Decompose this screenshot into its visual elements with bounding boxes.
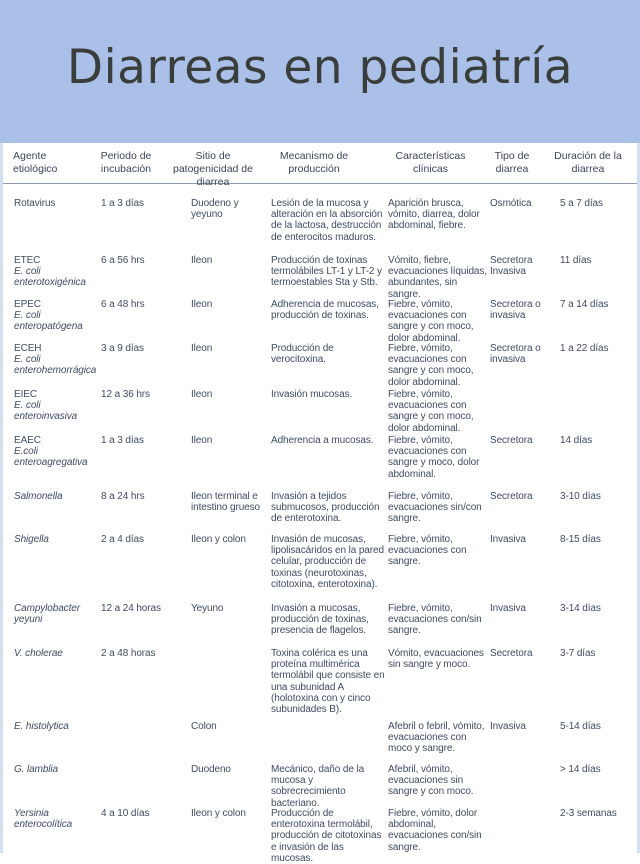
title-banner — [0, 0, 640, 143]
type-cell: Osmótica — [490, 198, 532, 209]
mechanism-cell: Adherencia de mucosas, producción de toxinas. — [271, 299, 379, 322]
agent-cell — [14, 534, 92, 545]
mechanism-cell: Toxina colérica es una proteína multimérica termolábil que consiste en una subunidad A (holotoxina con y cinco subunidades B). — [271, 648, 385, 716]
incubation-cell: 2 a 4 días — [101, 534, 144, 545]
mechanism-cell: Producción de toxinas termolábiles LT-1 y LT-2 y termoestables Sta y Stb. — [271, 255, 382, 289]
duration-cell: 11 días — [560, 255, 592, 266]
incubation-cell: 6 a 56 hrs — [101, 255, 145, 266]
agent-cell — [14, 603, 92, 625]
agent-species: E. histolytica — [14, 721, 69, 732]
incubation-cell: 1 a 3 días — [101, 435, 144, 446]
duration-cell: 3-14 días — [560, 603, 601, 614]
type-cell: Invasiva — [490, 721, 526, 732]
clinical-cell: Fiebre, vómito, evacuaciones sin/con sangre. — [388, 491, 482, 525]
type-cell: Secretora — [490, 648, 533, 659]
agent-species: E.coli enteroagregativa — [14, 446, 88, 469]
type-cell: Invasiva — [490, 603, 526, 614]
header-mechanism: Mecanismo de producción — [279, 150, 349, 175]
clinical-cell: Afebril o febril, vómito, evacuaciones con moco y sangre. — [388, 721, 485, 755]
mechanism-cell: Producción de verocitoxina. — [271, 343, 334, 366]
incubation-cell: 3 a 9 días — [101, 343, 144, 354]
site-cell: Duodeno — [191, 764, 231, 775]
header-incubation: Periodo de incubación — [100, 150, 152, 175]
duration-cell: 14 días — [560, 435, 593, 446]
type-cell: Secretora o invasiva — [490, 343, 541, 366]
header-site: Sitio de patogenicidad de diarrea — [173, 150, 253, 188]
mechanism-cell: Invasión a mucosas, producción de toxinas, presencia de flagelos. — [271, 603, 369, 637]
clinical-cell: Fiebre, vómito, evacuaciones con/sin sangre. — [388, 603, 482, 637]
agent-cell — [14, 764, 92, 775]
duration-cell: 2-3 semanas — [560, 808, 617, 819]
incubation-cell: 12 a 24 horas — [101, 603, 161, 614]
site-cell: Ileon — [191, 435, 213, 446]
duration-cell: 3-10 días — [560, 491, 601, 502]
agent-species: E. coli enterohemorrágica — [14, 354, 97, 377]
agent-cell — [14, 299, 92, 333]
agent-species: G. lamblia — [14, 764, 59, 775]
mechanism-cell: Adherencia a mucosas. — [271, 435, 374, 446]
incubation-cell: 8 a 24 hrs — [101, 491, 145, 502]
duration-cell: 5 a 7 días — [560, 198, 603, 209]
clinical-cell: Fiebre, vómito, evacuaciones con sangre y con moco, dolor abdominal. — [388, 343, 474, 388]
agent-species: Salmonella — [14, 491, 63, 502]
site-cell: Ileon — [191, 255, 213, 266]
incubation-cell: 4 a 10 días — [101, 808, 150, 819]
mechanism-cell: Invasión mucosas. — [271, 389, 353, 400]
agent-name: EAEC — [14, 435, 41, 446]
site-cell: Duodeno y yeyuno — [191, 198, 239, 221]
agent-species: E. coli enterotoxigénica — [14, 266, 86, 289]
site-cell: Colon — [191, 721, 217, 732]
site-cell: Ileon y colon — [191, 808, 246, 819]
agent-name: EPEC — [14, 299, 41, 310]
agent-species: E. coli enteroinvasiva — [14, 400, 78, 423]
duration-cell: 5-14 días — [560, 721, 601, 732]
site-cell: Yeyuno — [191, 603, 224, 614]
type-cell: Secretora o invasiva — [490, 299, 541, 322]
clinical-cell: Aparición brusca, vómito, diarrea, dolor abdominal, fiebre. — [388, 198, 480, 232]
agent-cell — [14, 198, 92, 209]
mechanism-cell: Invasión de mucosas, lipolisacáridos en la pared celular, producción de toxinas (neurotoxinas, citotoxina, enterotoxina). — [271, 534, 384, 590]
duration-cell: 7 a 14 días — [560, 299, 609, 310]
header-agent: Agente etiológico — [13, 150, 58, 175]
agent-cell — [14, 721, 92, 732]
agent-cell — [14, 389, 92, 423]
agent-species: Shigella — [14, 534, 49, 545]
incubation-cell: 6 a 48 hrs — [101, 299, 145, 310]
header-clinical: Características clínicas — [395, 150, 466, 175]
duration-cell: 3-7 días — [560, 648, 596, 659]
clinical-cell: Fiebre, vómito, evacuaciones con sangre y moco, dolor abdominal. — [388, 435, 480, 480]
agent-cell — [14, 648, 92, 659]
incubation-cell: 12 a 36 hrs — [101, 389, 150, 400]
agent-cell — [14, 343, 97, 377]
duration-cell: > 14 días — [560, 764, 601, 775]
mechanism-cell: Invasión a tejidos submucosos, producción de enterotoxina. — [271, 491, 380, 525]
type-cell: Invasiva — [490, 534, 526, 545]
agent-cell — [14, 491, 92, 502]
table-header — [3, 143, 637, 188]
type-cell: Secretora — [490, 491, 533, 502]
clinical-cell: Fiebre, vómito, dolor abdominal, evacuaciones con/sin sangre. — [388, 808, 482, 853]
mechanism-cell: Producción de enterotoxina termolábil, producción de citotoxinas e invasión de las mucosas. — [271, 808, 382, 864]
agent-species: V. cholerae — [14, 648, 63, 659]
clinical-cell: Afebril, vómito, evacuaciones sin sangre y con moco. — [388, 764, 474, 798]
incubation-cell: 2 a 48 horas — [101, 648, 156, 659]
page-title: Diarreas en pediatría — [66, 40, 574, 95]
duration-cell: 1 a 22 días — [560, 343, 609, 354]
site-cell: Ileon — [191, 343, 213, 354]
agent-species: Campylobacter yeyuni — [14, 603, 80, 626]
clinical-cell: Fiebre, vómito, evacuaciones con sangre y con moco, dolor abdominal. — [388, 389, 474, 434]
agent-name: Rotavirus — [14, 198, 56, 209]
mechanism-cell: Lesión de la mucosa y alteración en la absorción de la lactosa, destrucción de enterocitos maduros. — [271, 198, 383, 243]
site-cell: Ileon — [191, 299, 213, 310]
agent-species: E. coli enteropatógena — [14, 310, 83, 333]
agent-cell — [14, 435, 92, 469]
site-cell: Ileon terminal e intestino grueso — [191, 491, 261, 514]
clinical-cell: Vómito, evacuaciones sin sangre y moco. — [388, 648, 484, 671]
header-type: Tipo de diarrea — [494, 150, 530, 175]
header-duration: Duración de la diarrea — [554, 150, 622, 175]
site-cell: Ileon — [191, 389, 213, 400]
pathogen-table — [0, 143, 640, 864]
agent-species: Yersinia enterocolítica — [14, 808, 73, 831]
type-cell: Secretora Invasiva — [490, 255, 533, 278]
clinical-cell: Fiebre, vómito, evacuaciones con sangre. — [388, 534, 467, 568]
clinical-cell: Vómito, fiebre, evacuaciones líquidas, abundantes, sin sangre. — [388, 255, 487, 300]
agent-name: EIEC — [14, 389, 37, 400]
mechanism-cell: Mecánico, daño de la mucosa y sobrecrecimiento bacteriano. — [271, 764, 365, 809]
agent-name: ETEC — [14, 255, 41, 266]
agent-cell — [14, 255, 92, 289]
agent-name: ECEH — [14, 343, 42, 354]
agent-cell — [14, 808, 92, 830]
incubation-cell: 1 a 3 días — [101, 198, 144, 209]
type-cell: Secretora — [490, 435, 533, 446]
duration-cell: 8-15 días — [560, 534, 601, 545]
clinical-cell: Fiebre, vómito, evacuaciones con sangre y con moco, dolor abdominal. — [388, 299, 474, 344]
site-cell: Ileon y colon — [191, 534, 246, 545]
